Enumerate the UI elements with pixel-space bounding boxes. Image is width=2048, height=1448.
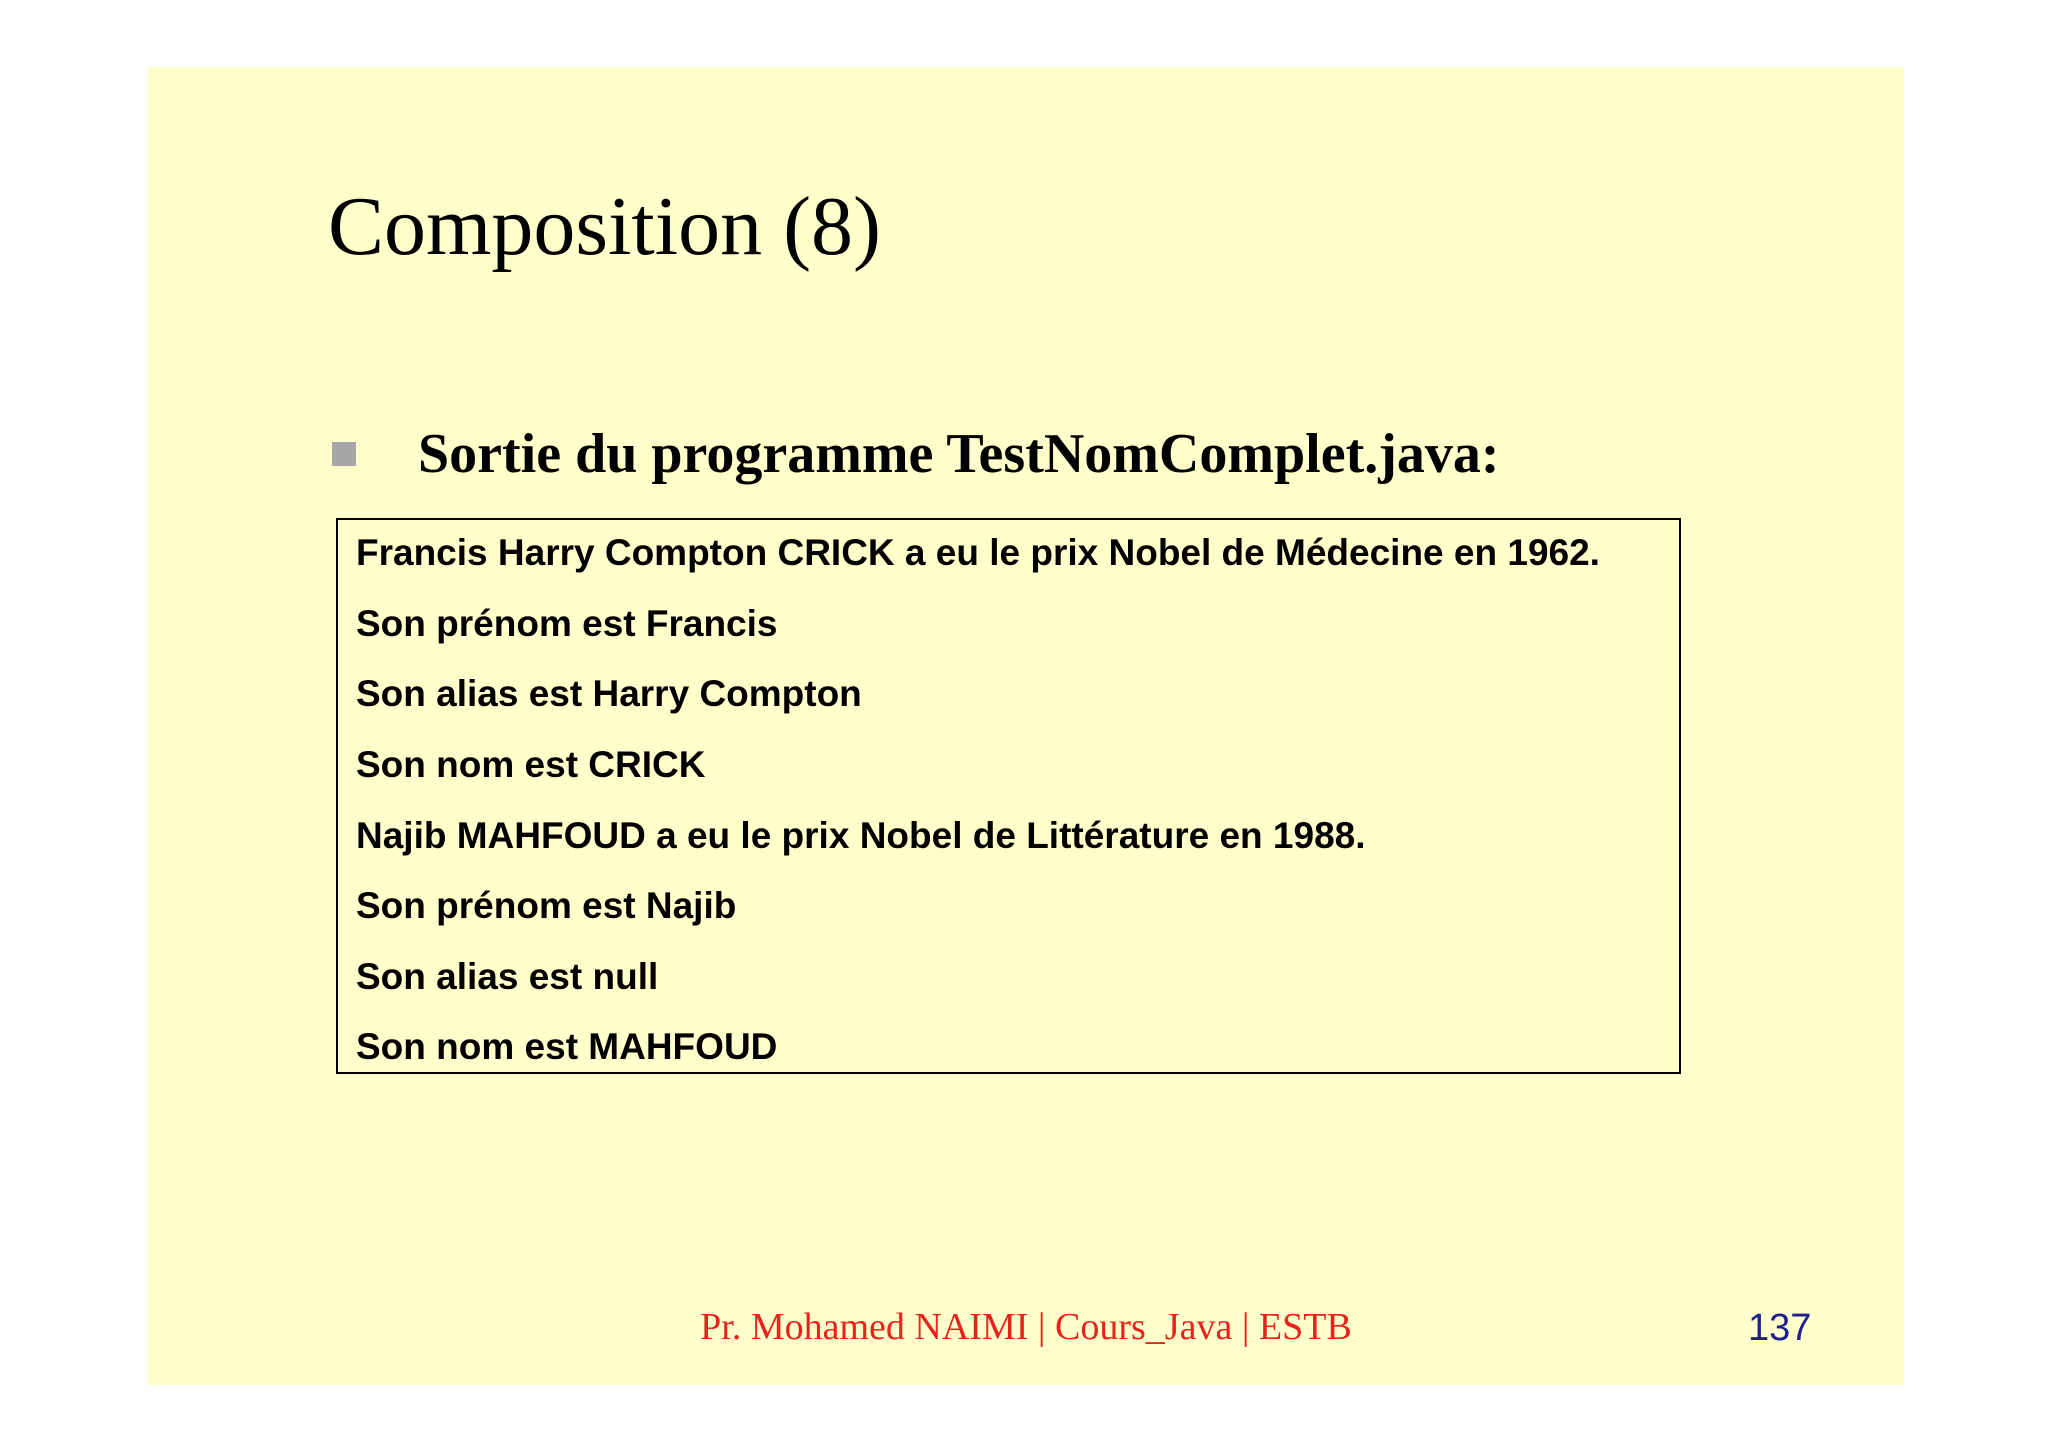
program-output-box <box>336 518 1681 1074</box>
output-line: Son prénom est Najib <box>356 885 737 926</box>
output-line: Son nom est MAHFOUD <box>356 1026 778 1067</box>
output-line: Francis Harry Compton CRICK a eu le prix Nobel de Médecine en 1962. <box>356 532 1600 573</box>
page-number: 137 <box>1748 1307 1812 1349</box>
output-line: Son alias est null <box>356 956 659 997</box>
slide-footer: Pr. Mohamed NAIMI | Cours_Java | ESTB <box>700 1306 1352 1348</box>
bullet-item <box>332 419 1500 489</box>
slide <box>148 67 1904 1385</box>
output-line: Son prénom est Francis <box>356 603 778 644</box>
output-line: Son alias est Harry Compton <box>356 673 862 714</box>
bullet-text: Sortie du programme TestNomComplet.java: <box>418 423 1500 485</box>
output-line: Son nom est CRICK <box>356 744 706 785</box>
slide-title: Composition (8) <box>328 180 882 273</box>
square-bullet-icon <box>332 442 356 466</box>
output-line: Najib MAHFOUD a eu le prix Nobel de Littérature en 1988. <box>356 815 1366 856</box>
